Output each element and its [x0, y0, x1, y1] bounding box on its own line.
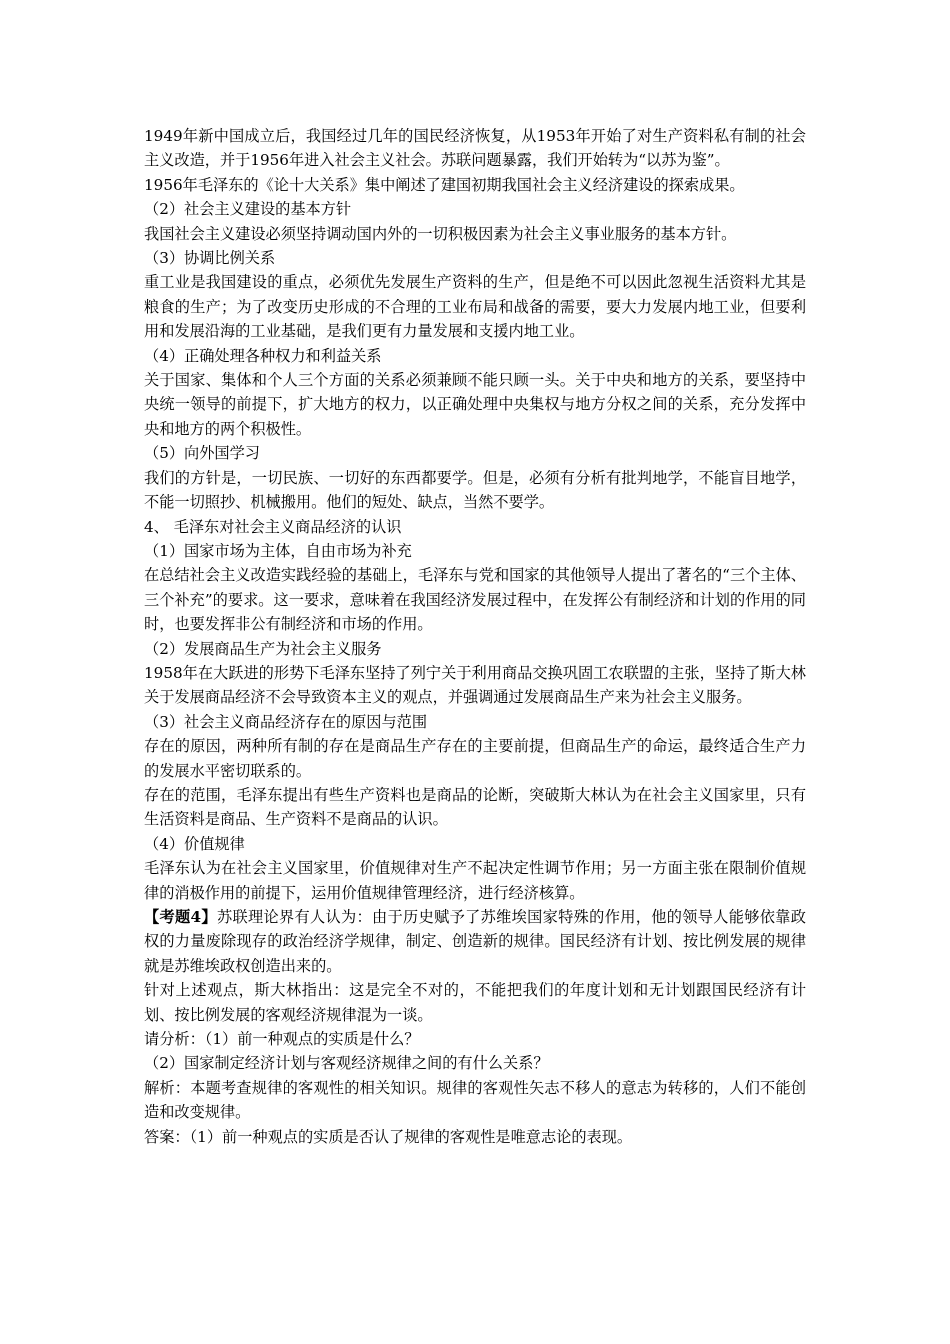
section-heading-reasons-scope: （3）社会主义商品经济存在的原因与范围: [144, 712, 428, 731]
section-heading-power-interests: （4）正确处理各种权力和利益关系: [144, 346, 382, 365]
paragraph-ten-relations: 1956年毛泽东的《论十大关系》集中阐述了建国初期我国社会主义经济建设的探索成果。: [144, 175, 745, 194]
paragraph-learn-abroad: 我们的方针是，一切民族、一切好的东西都要学。但是，必须有分析有批判地学，不能盲目地学，不能一切照抄、机械搬用。他们的短处、缺点，当然不要学。: [144, 468, 806, 512]
paragraph-great-leap: 1958年在大跃进的形势下毛泽东坚持了列宁关于利用商品交换巩固工农联盟的主张，坚持了斯大林关于发展商品经济不会导致资本主义的观点，并强调通过发展商品生产来为社会主义服务。: [144, 663, 806, 707]
paragraph-answer: 答案：（1）前一种观点的实质是否认了规律的客观性是唯意志论的表现。: [144, 1127, 633, 1146]
paragraph-reasons: 存在的原因，两种所有制的存在是商品生产存在的主要前提，但商品生产的命运，最终适合生产力的发展水平密切联系的。: [144, 737, 806, 780]
paragraph-three-mains: 在总结社会主义改造实践经验的基础上，毛泽东与党和国家的其他领导人提出了著名的“三个主体、三个补充”的要求。这一要求，意味着在我国经济发展过程中，在发挥公有制经济和计划的作用的同时，也要发挥非公有制经济和市场的作用。: [144, 566, 806, 634]
section-heading-proportions: （3）协调比例关系: [144, 249, 276, 268]
paragraph-founding: 1949年新中国成立后，我国经过几年的国民经济恢复，从1953年开始了对生产资料私有制的社会主义改造，并于1956年进入社会主义社会。苏联问题暴露，我们开始转为“以苏为鉴”。: [144, 127, 806, 170]
paragraph-basic-policy: 我国社会主义建设必须坚持调动国内外的一切积极因素为社会主义事业服务的基本方针。: [144, 224, 737, 243]
section-heading-commodity-production: （2）发展商品生产为社会主义服务: [144, 639, 382, 658]
section-heading-basic-policy: （2）社会主义建设的基本方针: [144, 200, 352, 219]
exam-question-text: 苏联理论界有人认为：由于历史赋予了苏维埃国家特殊的作用，他的领导人能够依靠政权的力量废除现存的政治经济学规律，制定、创造新的规律。国民经济有计划、按比例发展的规律就是苏维埃政权创造出来的。: [144, 908, 806, 975]
paragraph-analysis: 解析：本题考查规律的客观性的相关知识。规律的客观性矢志不移人的意志为转移的，人们不能创造和改变规律。: [144, 1078, 806, 1122]
paragraph-value-law: 毛泽东认为在社会主义国家里，价值规律对生产不起决定性调节作用；另一方面主张在限制价值规律的消极作用的前提下，运用价值规律管理经济，进行经济核算。: [144, 859, 806, 902]
section-heading-learn-abroad: （5）向外国学习: [144, 444, 260, 463]
paragraph-proportions: 重工业是我国建设的重点，必须优先发展生产资料的生产，但是绝不可以因此忽视生活资料尤其是粮食的生产；为了改变历史形成的不合理的工业布局和战备的需要，要大力发展内地工业，但要利用和发展沿海的工业基础，是我们更有力量发展和支援内地工业。: [144, 273, 806, 341]
section-heading-commodity-economy: 4、 毛泽东对社会主义商品经济的认识: [144, 517, 402, 536]
paragraph-question-1: 请分析：（1）前一种观点的实质是什么？: [144, 1030, 420, 1049]
section-heading-value-law: （4）价值规律: [144, 834, 245, 853]
section-heading-state-market: （1）国家市场为主体，自由市场为补充: [144, 541, 412, 560]
paragraph-stalin-response: 针对上述观点，斯大林指出：这是完全不对的，不能把我们的年度计划和无计划跟国民经济有计划、按比例发展的客观经济规律混为一谈。: [144, 981, 806, 1024]
exam-question-label: 【考题4】: [144, 908, 217, 926]
document-page: [144, 124, 806, 1149]
paragraph-power-interests: 关于国家、集体和个人三个方面的关系必须兼顾不能只顾一头。关于中央和地方的关系，要坚持中央统一领导的前提下，扩大地方的权力，以正确处理中央集权与地方分权之间的关系，充分发挥中央和地方的两个积极性。: [144, 371, 806, 438]
paragraph-scope: 存在的范围，毛泽东提出有些生产资料也是商品的论断，突破斯大林认为在社会主义国家里，只有生活资料是商品、生产资料不是商品的认识。: [144, 785, 806, 829]
paragraph-exam-question: [144, 905, 806, 978]
paragraph-question-2: （2）国家制定经济计划与客观经济规律之间的有什么关系？: [144, 1054, 549, 1073]
